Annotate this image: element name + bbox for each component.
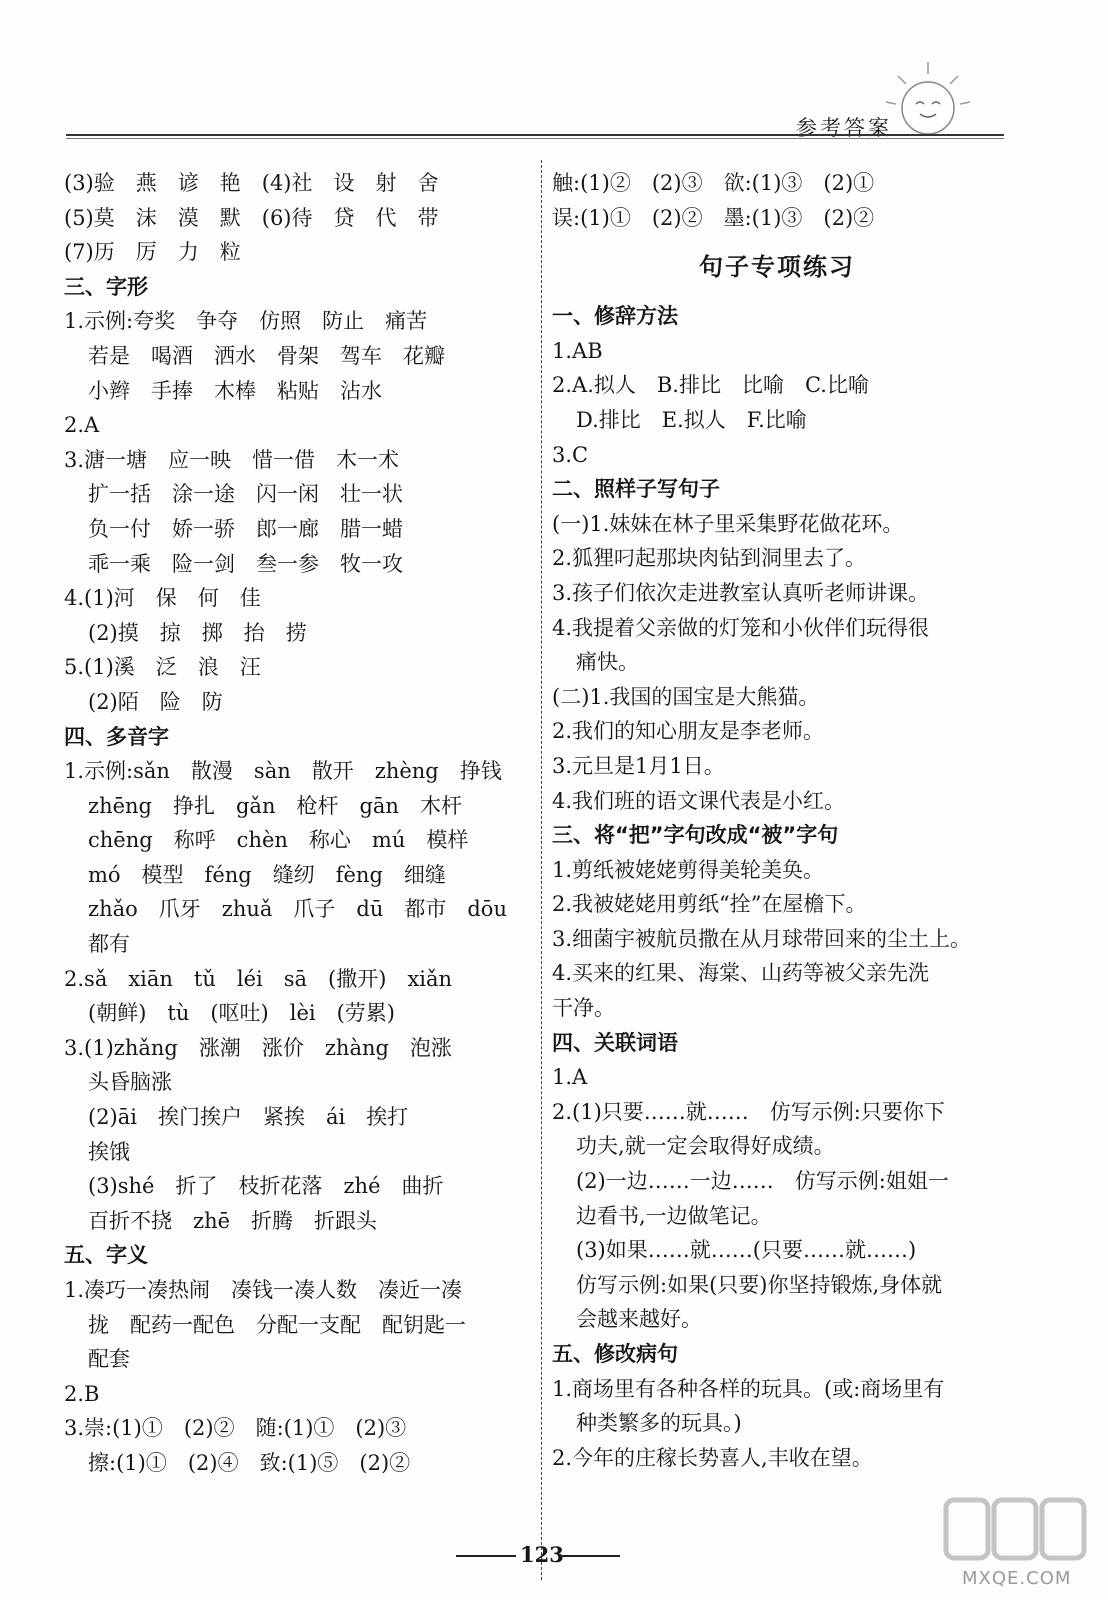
answer-line: mó 模型 féng 缝纫 fèng 细缝 — [88, 862, 446, 887]
answer-line: (二)1.我国的国宝是大熊猫。 — [552, 684, 820, 709]
section-heading: 五、修改病句 — [552, 1342, 678, 1366]
answer-line: 3.溏一塘 应一映 惜一借 木一术 — [64, 447, 400, 472]
section-heading: 四、多音字 — [64, 724, 169, 749]
answer-line: 1.凑巧一凑热闹 凑钱一凑人数 凑近一凑 — [64, 1278, 463, 1302]
answer-line: 1.A — [552, 1065, 588, 1090]
answer-line: 1.剪纸被姥姥剪得美轮美奂。 — [552, 857, 825, 882]
answer-line: 1.示例:sǎn 散漫 sàn 散开 zhèng 挣钱 — [64, 759, 502, 784]
footer-ornament-right — [560, 1555, 620, 1557]
answer-line: (2)摸 掠 掷 抬 捞 — [88, 620, 307, 645]
watermark-text: MXQE.COM — [962, 1568, 1072, 1589]
answer-line: 4.我提着父亲做的灯笼和小伙伴们玩得很 — [552, 615, 930, 640]
header-rule — [66, 134, 1004, 139]
answer-line: chēng 称呼 chèn 称心 mú 模样 — [88, 828, 469, 853]
answer-line: 擦:(1)① (2)④ 致:(1)⑤ (2)② — [88, 1450, 411, 1475]
answer-line: (2)一边……一边…… 仿写示例:姐姐一 — [576, 1169, 949, 1194]
answer-line: 都有 — [88, 932, 130, 957]
answer-line: 1.AB — [552, 338, 603, 363]
answer-line: 2.A — [64, 413, 100, 438]
answer-line: 2.狐狸叼起那块肉钻到洞里去了。 — [552, 546, 867, 571]
answer-line: 2.A.拟人 B.排比 比喻 C.比喻 — [552, 373, 869, 398]
answer-line: (5)莫 沫 漠 默 (6)待 贷 代 带 — [64, 205, 439, 230]
answer-line: 功夫,就一定会取得好成绩。 — [576, 1134, 835, 1159]
answer-line: 头昏脑涨 — [88, 1070, 172, 1095]
answer-line: (3)如果……就……(只要……就……) — [576, 1238, 917, 1263]
answer-line: 仿写示例:如果(只要)你坚持锻炼,身体就 — [576, 1272, 943, 1297]
answer-line: 3.孩子们依次走进教室认真听老师讲课。 — [552, 580, 930, 605]
column-divider — [541, 160, 543, 1580]
answer-line: 3.元旦是1月1日。 — [552, 753, 725, 778]
header-label: 参考答案 — [796, 116, 892, 140]
section-heading: 二、照样子写句子 — [552, 477, 720, 502]
answer-line: 3.C — [552, 442, 589, 467]
section-heading: 五、字义 — [64, 1243, 148, 1268]
page-number: 123 — [520, 1542, 564, 1567]
sun-logo-icon — [866, 56, 986, 136]
section-heading: 三、字形 — [64, 274, 148, 299]
section-heading: 四、关联词语 — [552, 1030, 678, 1055]
answer-line: 4.我们班的语文课代表是小红。 — [552, 788, 846, 813]
answer-line: 扩一括 涂一途 闪一闲 壮一状 — [88, 482, 403, 507]
answer-line: (3)验 燕 谚 艳 (4)社 设 射 舍 — [64, 171, 439, 195]
answer-line: 会越来越好。 — [576, 1307, 702, 1332]
answer-line: 挨饿 — [88, 1139, 130, 1164]
answer-line: (2)āi 挨门挨户 紧挨 ái 挨打 — [88, 1105, 409, 1130]
answer-line: 2.B — [64, 1381, 100, 1406]
answer-line: 2.我被姥姥用剪纸“拴”在屋檐下。 — [552, 892, 867, 917]
left-column — [64, 166, 524, 1481]
answer-line: 1.示例:夸奖 争夺 仿照 防止 痛苦 — [64, 309, 428, 334]
answer-line: 触:(1)② (2)③ 欲:(1)③ (2)① — [552, 171, 875, 195]
answer-line: zhēng 挣扎 gǎn 枪杆 gān 木杆 — [88, 793, 462, 818]
answer-line: 乖一乘 险一剑 叁一参 牧一攻 — [88, 551, 403, 576]
section-title: 句子专项练习 — [699, 253, 855, 282]
answer-line: 痛快。 — [576, 650, 639, 675]
answer-line: 3.细菌宇被航员撒在从月球带回来的尘土上。 — [552, 926, 972, 951]
answer-line: 2.我们的知心朋友是李老师。 — [552, 719, 825, 744]
answer-line: 2.今年的庄稼长势喜人,丰收在望。 — [552, 1445, 873, 1470]
section-heading: 三、将“把”字句改成“被”字句 — [552, 823, 839, 848]
answer-line: 1.商场里有各种各样的玩具。(或:商场里有 — [552, 1376, 945, 1401]
answer-line: 干净。 — [552, 996, 615, 1021]
answer-line: 4.(1)河 保 何 佳 — [64, 586, 261, 611]
answer-line: 3.崇:(1)① (2)② 随:(1)① (2)③ — [64, 1416, 407, 1441]
answer-line: (3)shé 折了 枝折花落 zhé 曲折 — [88, 1174, 444, 1199]
answer-line: (朝鲜) tù (呕吐) lèi (劳累) — [88, 1001, 395, 1026]
answer-line: (7)历 厉 力 粒 — [64, 240, 241, 265]
answer-line: (一)1.妹妹在林子里采集野花做花环。 — [552, 511, 904, 536]
answer-line: 配套 — [88, 1347, 130, 1372]
answer-line: (2)陌 险 防 — [88, 689, 223, 714]
answer-line: 种类繁多的玩具。) — [576, 1411, 742, 1436]
answer-line: D.排比 E.拟人 F.比喻 — [576, 407, 807, 432]
right-column — [552, 166, 1002, 1475]
answer-line: 拢 配药一配色 分配一支配 配钥匙一 — [88, 1312, 466, 1337]
answer-line: zhǎo 爪牙 zhuǎ 爪子 dū 都市 dōu — [88, 897, 507, 922]
answer-line: 误:(1)① (2)② 墨:(1)③ (2)② — [552, 205, 875, 230]
answer-line: 百折不挠 zhē 折腾 折跟头 — [88, 1208, 378, 1233]
answer-line: 5.(1)溪 泛 浪 汪 — [64, 655, 261, 680]
answer-line: 2.sǎ xiān tǔ léi sā (撒开) xiǎn — [64, 966, 453, 991]
answer-line: 负一付 娇一骄 郎一廊 腊一蜡 — [88, 516, 403, 541]
answer-line: 4.买来的红果、海棠、山药等被父亲先洗 — [552, 961, 930, 986]
answer-line: 2.(1)只要……就…… 仿写示例:只要你下 — [552, 1099, 945, 1124]
answer-line: 3.(1)zhǎng 涨潮 涨价 zhàng 泡涨 — [64, 1035, 452, 1060]
footer-ornament-left — [456, 1555, 516, 1557]
answer-line: 小辫 手捧 木棒 粘贴 沾水 — [88, 378, 382, 403]
section-heading: 一、修辞方法 — [552, 304, 678, 329]
answer-line: 若是 喝酒 洒水 骨架 驾车 花瓣 — [88, 343, 445, 368]
answer-line: 边看书,一边做笔记。 — [576, 1203, 772, 1228]
